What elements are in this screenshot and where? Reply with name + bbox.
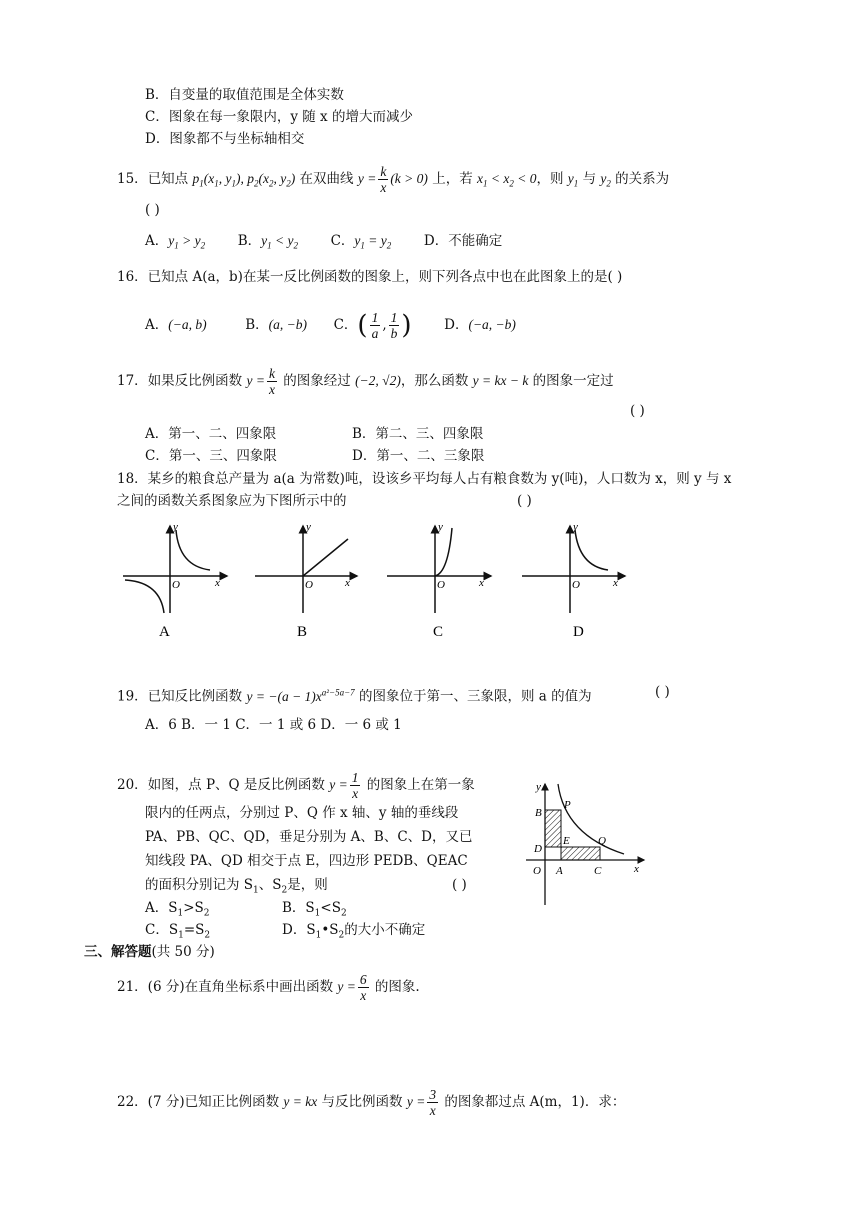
q15-option-d: D．不能确定	[423, 233, 503, 249]
q15-text3: 上，若	[432, 171, 473, 187]
q16-option-b-expr: (a, −b)	[268, 317, 307, 332]
q19-text2: 的图象位于第一、三象限，则 a 的值为	[358, 688, 592, 705]
q16-frac-a: $\frac{1}{a}$	[371, 310, 379, 341]
q17-option-b: B．第二、三、四象限	[352, 426, 484, 442]
q18-b-origin: O	[305, 579, 313, 591]
q18-c-x-label: x	[479, 577, 484, 589]
q20-option-b-label: B．S	[282, 900, 315, 916]
q16-option-d-expr: (−a, −b)	[468, 317, 516, 332]
q20-fig-x: x	[634, 863, 639, 875]
q16-paren-close: )	[401, 310, 412, 341]
q18-d-x-label: x	[613, 577, 618, 589]
q20-fig-y: y	[536, 781, 541, 793]
q21-text2: 的图象.	[374, 979, 420, 995]
q19-func: $y = -(a - 1)x^{a^2-5a-7}$	[246, 687, 355, 704]
q18-graph-b	[255, 521, 357, 640]
q20-stem-line3: PA、PB、QC、QD，垂足分别为 A、B、C、D，又已	[145, 829, 473, 845]
section3-title: 三、解答题	[84, 944, 152, 960]
q20-line5-a: 的面积分别记为 S	[145, 877, 254, 893]
q15-hyperbola: y =	[357, 171, 377, 186]
q18-graph-a-label: A	[159, 624, 170, 640]
q20-option-a-label: A．S	[145, 900, 178, 916]
q15-stem	[117, 164, 669, 195]
q17-bracket: ( )	[630, 403, 645, 419]
q18-graph-options	[115, 518, 635, 648]
q16-option-b: B．	[245, 317, 269, 333]
q17-text2: 的图象经过	[283, 373, 351, 389]
q18-d-y-label: y	[573, 521, 578, 533]
q20-fig-b: B	[535, 807, 542, 819]
q18-c-origin: O	[437, 579, 445, 591]
q21-text1: 21．(6 分)在直角坐标系中画出函数	[117, 979, 334, 995]
q22-fraction: $\frac{3}{x}$	[429, 1087, 437, 1118]
q18-graph-d-label: D	[573, 624, 584, 640]
q20-bracket: ( )	[452, 877, 467, 893]
q21-fraction: $\frac{6}{x}$	[359, 972, 367, 1003]
q19-text1: 已知反比例函数	[147, 688, 243, 705]
q15-option-b: B．	[237, 233, 262, 249]
q15-text4: ，则	[536, 171, 564, 187]
q16-paren-open: (	[357, 310, 368, 341]
q20-stem-line4: 知线段 PA、QD 相交于点 E，四边形 PEDB、QEAC	[145, 853, 468, 869]
q22-text3: 的图象都过点 A(m，1)．求：	[444, 1094, 626, 1110]
q18-graph-d	[522, 521, 625, 640]
q16-option-c: C．	[333, 317, 358, 333]
q18-a-x-label: x	[215, 577, 220, 589]
q17-option-d: D．第一、二、三象限	[352, 448, 485, 464]
q19-stem	[117, 683, 592, 706]
q18-line2: 之间的函数关系图象应为下图所示中的	[117, 493, 347, 509]
q18-graph-a	[123, 521, 227, 640]
q17-text1: 如果反比例函数	[147, 373, 243, 389]
q20-fig-d: D	[534, 843, 542, 855]
q20-fig-a: A	[556, 865, 563, 877]
q22-text2: 与反比例函数	[321, 1094, 403, 1110]
q15-fraction: $\frac{k}{x}$	[380, 164, 387, 195]
q16-options: A．(−a, b) B．(a, −b) C．( $\frac{1}{a}$ , $\frac{1}{b}$ ) D．(−a, −b)	[145, 310, 516, 341]
q20-figure	[520, 770, 650, 910]
q19-bracket: ( )	[655, 684, 670, 700]
q16-option-d: D．	[444, 317, 469, 333]
q15-option-b-expr: $y_1 < y_2$	[261, 233, 298, 251]
q20-option-d: D．$S_1•S_2$的大小不确定	[282, 922, 426, 941]
q17-point: (−2, √2)	[355, 373, 401, 388]
q20-option-b: B．$S_1<S_2$	[282, 900, 347, 919]
q20-fig-p: P	[564, 799, 571, 811]
q19-number: 19．	[117, 688, 148, 705]
q18-b-x-label: x	[345, 577, 350, 589]
q20-fig-q: Q	[598, 835, 606, 847]
q15-option-c-expr: $y_1 = y_2$	[354, 233, 392, 251]
q15-condition: (k > 0)	[390, 171, 428, 186]
q20-text1: 如图，点 P、Q 是反比例函数	[147, 777, 325, 793]
q15-y1: $y_1$	[567, 171, 579, 189]
q18-bracket: ( )	[517, 493, 532, 509]
q21-stem	[117, 972, 420, 1003]
q20-line5-b: 、S	[258, 877, 282, 893]
q15-text5: 与	[582, 171, 597, 187]
q15-inequality: $x_1 < x_2 < 0$	[477, 171, 537, 189]
q18-graph-c	[387, 521, 491, 640]
q18-graph-b-label: B	[297, 624, 308, 640]
q17-option-c: C．第一、三、四象限	[145, 448, 277, 464]
q17-linear: y = kx − k	[472, 373, 529, 388]
q18-b-y-label: y	[306, 521, 311, 533]
q15-text6: 的关系为	[615, 171, 670, 187]
q17-option-a: A．第一、二、四象限	[145, 426, 277, 442]
q15-text2: 在双曲线	[299, 171, 354, 187]
q15-options	[145, 232, 502, 255]
q20-number: 20．	[117, 777, 148, 793]
q22-text1: 22．(7 分)已知正比例函数	[117, 1094, 280, 1110]
q15-option-a: A．	[145, 233, 169, 249]
q20-option-d-label: D．S	[282, 922, 316, 938]
q20-stem-line1	[117, 770, 475, 801]
q16-stem: 16．已知点 A(a，b)在某一反比例函数的图象上，则下列各点中也在此图象上的是( )	[117, 269, 623, 285]
q20-line5-c: 是，则	[287, 877, 328, 893]
q15-points: $p_1(x_1$, $y_1$), $p_2(x_2$, $y_2$)	[192, 171, 296, 189]
q15-option-a-expr: $y_1 > y_2$	[168, 233, 206, 251]
q17-number: 17．	[117, 373, 148, 389]
q20-fig-o: O	[533, 865, 541, 877]
q16-frac-b: $\frac{1}{b}$	[390, 310, 398, 341]
q17-func: y =	[246, 373, 265, 388]
q20-fig-e: E	[563, 835, 570, 847]
q15-number: 15．	[117, 171, 148, 187]
q20-option-a: A．$S_1>S_2$	[145, 900, 210, 919]
q22-stem	[117, 1087, 625, 1118]
q19-options: A．6 B．一 1 C．一 1 或 6 D．一 6 或 1	[145, 717, 402, 733]
q15-option-c: C．	[330, 233, 355, 249]
q21-func: y =	[337, 979, 356, 994]
q22-func: y =	[406, 1094, 426, 1109]
q17-text4: 的图象一定过	[532, 373, 614, 389]
section3-score: (共 50 分)	[151, 944, 215, 960]
q15-bracket: ( )	[145, 202, 160, 218]
q20-fig-c: C	[594, 865, 602, 877]
q18-d-origin: O	[572, 579, 580, 591]
q14-option-c: C．图象在每一象限内，y 随 x 的增大而减少	[145, 109, 413, 125]
q16-option-a: A．	[145, 317, 169, 333]
q15-text1: 已知点	[147, 171, 189, 187]
q18-a-origin: O	[172, 579, 180, 591]
q14-option-d: D．图象都不与坐标轴相交	[145, 131, 305, 147]
q18-a-y-label: y	[173, 521, 178, 533]
q20-option-c-label: C．S	[145, 922, 179, 938]
q18-line1: 18．某乡的粮食总产量为 a(a 为常数)吨，设该乡平均每人占有粮食数为 y(吨)，人口数为 x，则 y 与 x	[117, 471, 732, 487]
q20-fraction: $\frac{1}{x}$	[351, 770, 359, 801]
q20-option-d-tail: 的大小不确定	[344, 922, 426, 938]
q15-y2: $y_2$	[600, 171, 611, 189]
q18-c-y-label: y	[438, 521, 443, 533]
q20-text2: 的图象上在第一象	[366, 777, 475, 793]
q17-text3: ，那么函数	[400, 373, 469, 389]
q18-graph-c-label: C	[433, 624, 444, 640]
q17-fraction: $\frac{k}{x}$	[268, 366, 275, 397]
q20-stem-line5: 的面积分别记为 $S_1$、$S_2$是，则	[145, 877, 328, 896]
q16-option-a-expr: (−a, b)	[168, 317, 207, 332]
q20-func: y =	[329, 777, 348, 792]
q22-linear: y = kx	[283, 1094, 318, 1109]
q17-stem	[117, 366, 614, 397]
q20-stem-line2: 限内的任两点，分别过 P、Q 作 x 轴、y 轴的垂线段	[145, 805, 459, 821]
q14-option-b: B．自变量的取值范围是全体实数	[145, 87, 344, 103]
q20-option-c: C．$S_1=S_2$	[145, 922, 211, 941]
section3-heading	[84, 943, 215, 961]
